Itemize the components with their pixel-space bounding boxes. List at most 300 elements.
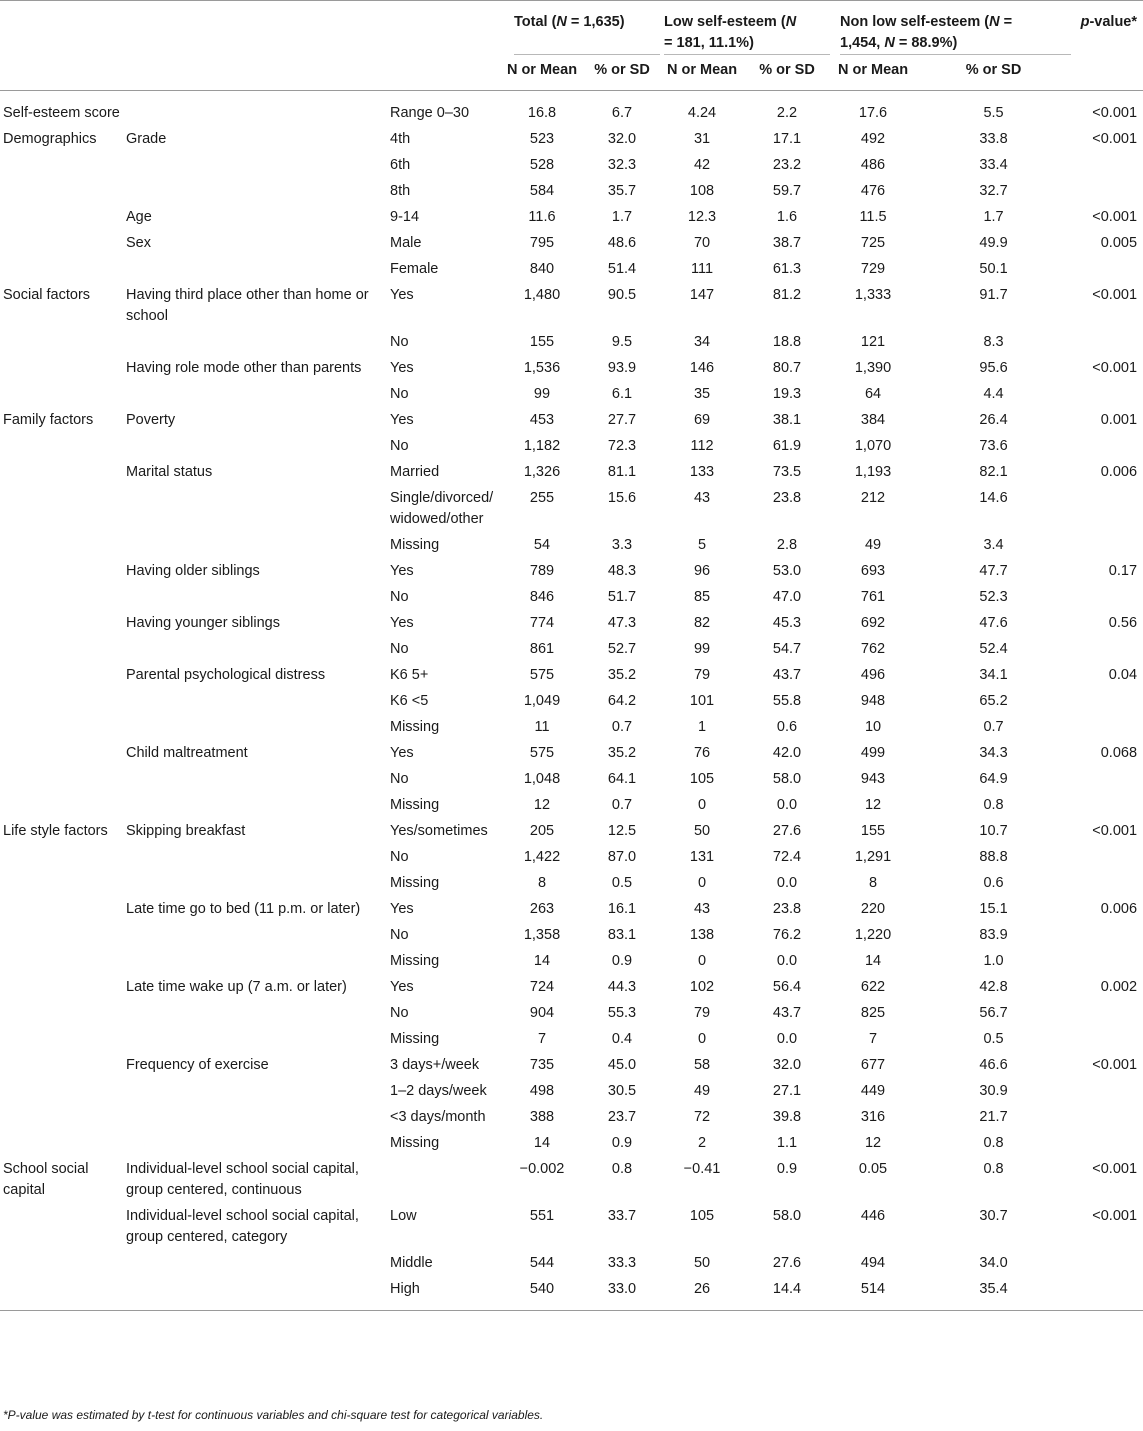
cell-nonlow-pct: 1.7 [983,209,1004,225]
header-n-or-mean: N or Mean [837,62,909,78]
cell-level: Missing [390,719,440,735]
cell-total-pct: 48.6 [607,235,637,251]
cell-nonlow-n: 49 [864,537,882,553]
table-row [0,1104,1143,1130]
cell-nonlow-pct: 35.4 [979,1281,1008,1297]
cell-nonlow-pct: 34.3 [979,745,1008,761]
cell-low-n: 69 [693,412,711,428]
cell-nonlow-pct: 21.7 [979,1109,1008,1125]
cell-nonlow-n: 729 [860,261,886,277]
cell-nonlow-n: 1,333 [854,287,892,303]
cell-nonlow-pct: 47.7 [979,563,1008,579]
cell-level: Yes [390,615,414,631]
cell-factor [124,485,388,532]
cell-p-value [1071,714,1143,740]
cell-p-value [1071,1130,1143,1156]
cell-nonlow-n: 446 [860,1208,886,1224]
cell-category [0,584,124,610]
cell-category [0,433,124,459]
cell-p-value: 0.068 [1100,745,1138,761]
table-row [0,1276,1143,1311]
cell-low-pct: 0.0 [776,1031,798,1047]
cell-nonlow-pct: 49.9 [979,235,1008,251]
table-body [0,91,1143,1311]
cell-low-pct: 43.7 [772,1005,802,1021]
cell-nonlow-n: 948 [860,693,886,709]
cell-p-value [1071,766,1143,792]
cell-total-pct: 33.3 [607,1255,637,1271]
cell-nonlow-pct: 34.1 [979,667,1008,683]
cell-factor: Sex [126,235,151,251]
cell-low-pct: 58.0 [772,771,802,787]
cell-nonlow-n: 761 [860,589,886,605]
cell-nonlow-pct: 15.1 [979,901,1008,917]
cell-nonlow-pct: 88.8 [979,849,1008,865]
cell-nonlow-n: 1,390 [854,360,892,376]
table-row [0,1078,1143,1104]
cell-total-pct: 0.7 [611,797,633,813]
cell-total-pct: 51.4 [607,261,637,277]
cell-factor [124,636,388,662]
cell-low-n: 133 [689,464,715,480]
cell-category [0,485,124,532]
cell-p-value [1071,1276,1143,1311]
cell-low-pct: 27.1 [772,1083,802,1099]
cell-nonlow-pct: 0.8 [983,1135,1004,1151]
cell-nonlow-n: 762 [860,641,886,657]
cell-total-n: 7 [537,1031,547,1047]
cell-p-value [1071,381,1143,407]
cell-nonlow-n: 12 [864,797,882,813]
cell-low-n: 34 [693,334,711,350]
cell-category: Self-esteem score [3,105,120,121]
cell-total-n: −0.002 [519,1161,565,1177]
cell-low-pct: 27.6 [772,1255,802,1271]
cell-low-pct: 0.0 [776,953,798,969]
cell-low-pct: 81.2 [772,287,802,303]
cell-total-n: 12 [533,797,551,813]
cell-nonlow-n: 725 [860,235,886,251]
cell-low-n: 96 [693,563,711,579]
cell-low-pct: 54.7 [772,641,802,657]
table-row [0,407,1143,433]
table-row [0,91,1143,127]
cell-level: Middle [390,1255,433,1271]
table-row [0,818,1143,844]
cell-category [0,870,124,896]
cell-category [0,948,124,974]
cell-total-pct: 55.3 [607,1005,637,1021]
cell-low-n: 70 [693,235,711,251]
cell-total-pct: 33.0 [607,1281,637,1297]
cell-low-n: 147 [689,287,715,303]
table-row [0,870,1143,896]
cell-low-pct: 17.1 [772,131,802,147]
cell-level: Female [390,261,439,277]
cell-level: 8th [390,183,411,199]
cell-category [0,558,124,584]
cell-total-n: 575 [529,667,555,683]
cell-category [0,1104,124,1130]
cell-low-pct: 38.1 [772,412,802,428]
cell-low-pct: 2.8 [776,537,798,553]
cell-level: No [390,334,409,350]
cell-low-pct: 39.8 [772,1109,802,1125]
cell-factor: Frequency of exercise [126,1057,269,1073]
cell-factor [124,381,388,407]
cell-p-value: 0.56 [1108,615,1138,631]
cell-total-pct: 87.0 [607,849,637,865]
cell-factor: Marital status [126,464,213,480]
cell-total-n: 724 [529,979,555,995]
cell-category [0,662,124,688]
cell-total-n: 551 [529,1208,555,1224]
header-group-row [0,1,1143,57]
cell-low-n: 4.24 [687,105,717,121]
cell-p-value [1071,688,1143,714]
cell-low-pct: 0.9 [776,1161,798,1177]
cell-total-n: 1,049 [523,693,561,709]
cell-p-value [1071,948,1143,974]
cell-p-value [1071,792,1143,818]
cell-total-n: 528 [529,157,555,173]
cell-factor [124,91,388,127]
cell-nonlow-n: 14 [864,953,882,969]
cell-low-pct: 56.4 [772,979,802,995]
header-n-or-mean: N or Mean [506,62,578,78]
cell-level: Missing [390,1031,440,1047]
cell-p-value [1071,532,1143,558]
cell-category [0,1026,124,1052]
cell-low-pct: 59.7 [772,183,802,199]
cell-p-value [1071,870,1143,896]
cell-p-value: <0.001 [1092,209,1138,225]
cell-nonlow-n: 692 [860,615,886,631]
cell-low-pct: 61.3 [772,261,802,277]
table-row [0,740,1143,766]
cell-nonlow-pct: 26.4 [979,412,1008,428]
cell-total-pct: 33.7 [607,1208,637,1224]
cell-category [0,896,124,922]
cell-low-pct: 0.0 [776,875,798,891]
cell-low-n: 0 [697,953,707,969]
cell-total-n: 263 [529,901,555,917]
cell-total-n: 1,182 [523,438,561,454]
table-row [0,459,1143,485]
cell-p-value [1071,1026,1143,1052]
cell-low-n: 5 [697,537,707,553]
cell-level: Married [390,464,440,480]
cell-total-pct: 1.7 [611,209,633,225]
header-p-value: p-value* [1080,14,1138,30]
cell-factor: Grade [126,131,167,147]
cell-p-value [1071,584,1143,610]
cell-total-pct: 44.3 [607,979,637,995]
cell-p-value: 0.002 [1100,979,1138,995]
cell-total-pct: 0.5 [611,875,633,891]
table-row [0,152,1143,178]
table-row [0,610,1143,636]
cell-level: Missing [390,1135,440,1151]
cell-total-pct: 52.7 [607,641,637,657]
cell-p-value [1071,152,1143,178]
table-row [0,178,1143,204]
cell-nonlow-pct: 33.4 [979,157,1008,173]
cell-level: Missing [390,875,440,891]
cell-factor [124,1078,388,1104]
cell-category: School social capital [3,1161,89,1198]
cell-category [0,766,124,792]
cell-total-pct: 0.9 [611,1135,633,1151]
cell-factor: Having older siblings [126,563,260,579]
cell-nonlow-n: 677 [860,1057,886,1073]
cell-total-n: 789 [529,563,555,579]
table-row [0,1203,1143,1250]
cell-p-value [1071,636,1143,662]
cell-nonlow-pct: 46.6 [979,1057,1008,1073]
cell-nonlow-n: 316 [860,1109,886,1125]
header-n-or-mean: N or Mean [666,62,738,78]
cell-nonlow-pct: 56.7 [979,1005,1008,1021]
cell-p-value: <0.001 [1092,1208,1138,1224]
table-row [0,1052,1143,1078]
cell-nonlow-pct: 52.4 [979,641,1008,657]
cell-p-value: <0.001 [1092,287,1138,303]
cell-total-n: 14 [533,1135,551,1151]
cell-total-n: 523 [529,131,555,147]
cell-total-pct: 6.1 [611,386,633,402]
cell-total-n: 1,048 [523,771,561,787]
cell-p-value: <0.001 [1092,1057,1138,1073]
cell-nonlow-n: 943 [860,771,886,787]
cell-low-n: 131 [689,849,715,865]
cell-level: No [390,1005,409,1021]
cell-nonlow-n: 11.5 [859,209,887,225]
cell-total-pct: 64.2 [607,693,637,709]
cell-p-value: <0.001 [1092,823,1138,839]
cell-total-pct: 35.2 [607,667,637,683]
cell-p-value: <0.001 [1092,1161,1138,1177]
cell-total-n: 155 [529,334,555,350]
cell-level: No [390,386,409,402]
cell-factor [124,1104,388,1130]
table-row [0,948,1143,974]
cell-low-n: 58 [693,1057,711,1073]
cell-total-pct: 72.3 [607,438,637,454]
cell-nonlow-pct: 33.8 [979,131,1008,147]
cell-nonlow-pct: 65.2 [979,693,1008,709]
cell-low-n: 50 [693,823,711,839]
cell-category [0,844,124,870]
cell-p-value: 0.005 [1100,235,1138,251]
table-row [0,766,1143,792]
cell-level: 9-14 [390,209,420,225]
cell-total-n: 205 [529,823,555,839]
cell-low-n: 50 [693,1255,711,1271]
cell-nonlow-pct: 0.8 [983,797,1004,813]
cell-total-n: 16.8 [527,105,557,121]
cell-low-n: 43 [693,901,711,917]
cell-total-pct: 0.8 [611,1161,633,1177]
cell-total-n: 1,358 [523,927,561,943]
cell-nonlow-n: 1,291 [854,849,892,865]
cell-category [0,740,124,766]
cell-low-pct: 47.0 [772,589,802,605]
cell-total-pct: 90.5 [607,287,637,303]
cell-nonlow-n: 155 [860,823,886,839]
cell-nonlow-pct: 42.8 [979,979,1008,995]
cell-total-n: 575 [529,745,555,761]
cell-category [0,792,124,818]
cell-p-value [1071,844,1143,870]
cell-low-pct: 27.6 [772,823,802,839]
cell-low-n: 112 [690,438,714,454]
cell-low-n: 2 [697,1135,707,1151]
cell-nonlow-n: 64 [864,386,882,402]
cell-level: K6 5+ [390,667,429,683]
cell-total-pct: 6.7 [611,105,633,121]
header-pct-or-sd: % or SD [594,62,650,78]
cell-level: Yes [390,979,414,995]
cell-category: Demographics [3,131,97,147]
cell-level: High [390,1281,420,1297]
table-row [0,662,1143,688]
cell-p-value: <0.001 [1092,360,1138,376]
cell-category [0,636,124,662]
cell-factor: Skipping breakfast [126,823,246,839]
cell-nonlow-pct: 4.4 [983,386,1004,402]
table-row [0,532,1143,558]
cell-total-n: 1,536 [523,360,561,376]
cell-nonlow-pct: 0.5 [983,1031,1004,1047]
cell-nonlow-pct: 8.3 [983,334,1004,350]
table-row [0,433,1143,459]
cell-factor [124,870,388,896]
header-pct-or-sd: % or SD [965,62,1022,78]
cell-total-pct: 48.3 [607,563,637,579]
cell-level: Yes [390,745,414,761]
cell-level: Single/divorced/ widowed/other [390,490,494,527]
cell-level: Yes [390,360,414,376]
table-row [0,636,1143,662]
cell-nonlow-pct: 82.1 [979,464,1008,480]
cell-category [0,714,124,740]
cell-total-pct: 45.0 [607,1057,637,1073]
cell-category [0,1078,124,1104]
cell-nonlow-pct: 95.6 [979,360,1008,376]
cell-nonlow-pct: 3.4 [983,537,1004,553]
cell-low-n: 76 [693,745,711,761]
cell-low-n: 31 [693,131,711,147]
cell-total-pct: 3.3 [611,537,633,553]
cell-total-n: 1,326 [523,464,561,480]
cell-level: Yes/sometimes [390,823,488,839]
cell-nonlow-pct: 50.1 [979,261,1008,277]
cell-low-pct: 1.6 [776,209,798,225]
cell-nonlow-pct: 14.6 [979,490,1008,506]
cell-factor: Having third place other than home or school [126,287,369,324]
cell-level: <3 days/month [390,1109,486,1125]
cell-total-pct: 27.7 [607,412,637,428]
cell-low-n: 82 [693,615,711,631]
cell-total-pct: 47.3 [607,615,637,631]
cell-total-pct: 30.5 [607,1083,637,1099]
cell-nonlow-n: 514 [860,1281,886,1297]
cell-nonlow-n: 496 [860,667,886,683]
cell-low-n: 101 [689,693,715,709]
cell-nonlow-pct: 32.7 [979,183,1008,199]
cell-low-pct: 45.3 [772,615,802,631]
cell-factor: Parental psychological distress [126,667,326,683]
cell-total-n: 1,480 [523,287,561,303]
cell-total-n: 255 [529,490,555,506]
cell-p-value [1071,329,1143,355]
cell-low-n: 42 [693,157,711,173]
table-row [0,256,1143,282]
cell-category [0,1250,124,1276]
cell-total-n: 584 [529,183,555,199]
cell-total-n: 11 [534,719,550,735]
cell-low-n: 72 [693,1109,711,1125]
cell-low-n: 35 [693,386,711,402]
cell-nonlow-n: 499 [860,745,886,761]
cell-total-pct: 35.7 [607,183,637,199]
cell-low-pct: 1.1 [776,1135,798,1151]
cell-total-pct: 64.1 [607,771,637,787]
cell-total-pct: 12.5 [607,823,637,839]
cell-low-pct: 23.2 [772,157,802,173]
cell-category [0,1052,124,1078]
cell-category [0,230,124,256]
cell-p-value: 0.17 [1108,563,1138,579]
cell-total-n: 774 [529,615,555,631]
cell-nonlow-n: 494 [860,1255,886,1271]
cell-total-n: 11.6 [528,209,556,225]
cell-total-pct: 0.4 [611,1031,633,1047]
cell-total-n: 904 [529,1005,555,1021]
table-row [0,1250,1143,1276]
cell-low-n: 79 [693,667,711,683]
table-row [0,714,1143,740]
cell-nonlow-n: 220 [860,901,886,917]
cell-p-value [1071,178,1143,204]
cell-nonlow-pct: 47.6 [979,615,1008,631]
cell-nonlow-pct: 73.6 [979,438,1008,454]
cell-category [0,610,124,636]
cell-low-n: 79 [693,1005,711,1021]
cell-level: Yes [390,901,414,917]
cell-factor [124,1130,388,1156]
header-sub-row [0,56,1143,91]
cell-nonlow-n: 12 [864,1135,882,1151]
cell-category [0,152,124,178]
cell-factor [124,1026,388,1052]
cell-total-n: 795 [529,235,555,251]
cell-category [0,532,124,558]
cell-nonlow-pct: 10.7 [979,823,1008,839]
cell-low-pct: 58.0 [772,1208,802,1224]
table-row [0,126,1143,152]
cell-nonlow-n: 121 [860,334,886,350]
cell-total-pct: 0.7 [611,719,633,735]
cell-nonlow-n: 693 [860,563,886,579]
cell-low-n: 0 [697,797,707,813]
cell-total-pct: 51.7 [607,589,637,605]
cell-level: 1–2 days/week [390,1083,487,1099]
cell-p-value: <0.001 [1092,131,1138,147]
cell-total-pct: 81.1 [607,464,637,480]
cell-p-value: 0.001 [1100,412,1138,428]
